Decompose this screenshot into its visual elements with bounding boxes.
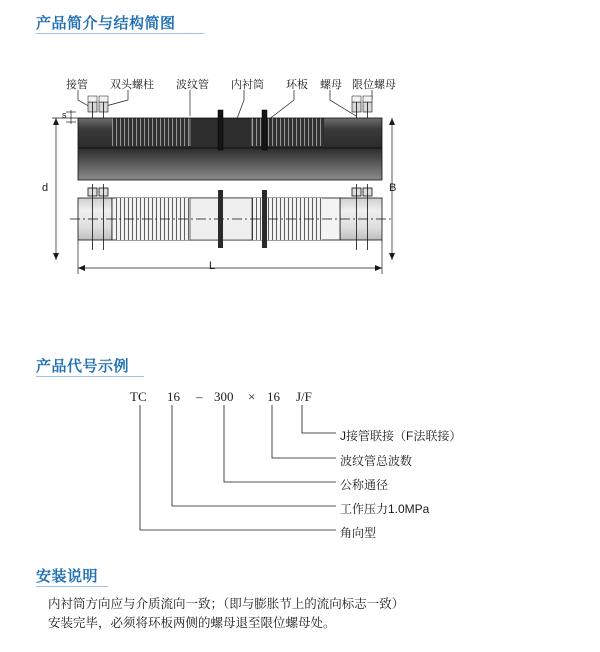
callout-label-2: 双头螺柱 — [110, 79, 154, 91]
section-title-install: 安装说明 — [36, 568, 99, 585]
section-title-code: 产品代号示例 — [36, 358, 130, 375]
callout-label-7: 限位螺母 — [352, 79, 396, 91]
install-note-line-1: 内衬筒方向应与介质流向一致；（即与膨胀节上的流向标志一致） — [48, 597, 405, 611]
code-token-pressure: 16 — [167, 389, 180, 404]
code-token-model: TC — [130, 389, 147, 404]
callout-label-4: 内衬筒 — [231, 79, 264, 91]
dimension-label-B: B — [389, 182, 397, 194]
callout-label-1: 接管 — [66, 79, 88, 91]
code-token-waves: 16 — [267, 389, 280, 404]
callout-label-6: 螺母 — [320, 79, 342, 91]
code-token-joint: J/F — [296, 389, 312, 404]
dimension-label-L: L — [209, 260, 216, 272]
dimension-label-d: d — [42, 182, 49, 194]
callout-label-3: 波纹管 — [176, 79, 209, 91]
product-code-diagram — [0, 375, 600, 540]
section-underline-install — [36, 586, 108, 587]
code-desc-joint: J接管联接（F法联接） — [340, 429, 462, 443]
structure-diagram — [0, 60, 600, 290]
dimension-label-s: s — [62, 110, 67, 120]
structure-drawing-svg — [0, 60, 600, 290]
install-note-line-2: 安装完毕，必须将环板两侧的螺母退至限位螺母处。 — [48, 616, 336, 630]
callout-label-5: 环板 — [286, 79, 308, 91]
section-underline-intro — [36, 33, 204, 34]
code-desc-dn: 公称通径 — [340, 478, 389, 492]
code-desc-pressure: 工作压力1.0MPa — [340, 502, 430, 516]
code-token-dn: 300 — [214, 389, 234, 404]
code-desc-model: 角向型 — [340, 526, 377, 540]
install-notes — [0, 595, 600, 633]
code-desc-waves: 波纹管总波数 — [340, 454, 413, 468]
section-title-intro: 产品简介与结构简图 — [36, 15, 176, 32]
code-token-times: × — [248, 389, 256, 404]
code-token-dash: – — [196, 389, 203, 404]
